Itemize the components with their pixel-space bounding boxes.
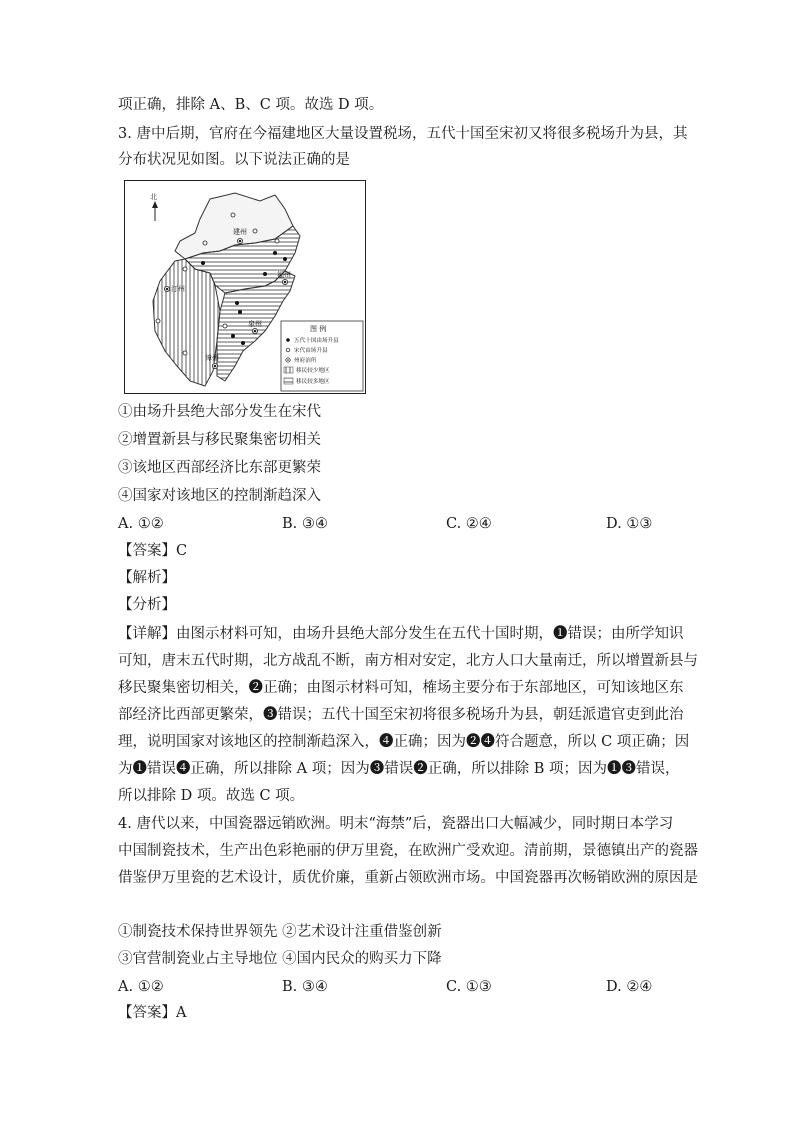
western-region	[153, 259, 220, 386]
q3-option-c: C. ②④	[446, 516, 492, 532]
legend-item: 宋代由场升县	[294, 348, 328, 354]
map-svg	[125, 181, 365, 393]
detail-line: 移民聚集密切相关，❷正确；由图示材料可知，榷场主要分布于东部地区，可知该地区东	[118, 680, 684, 696]
q3-option-a: A. ①②	[118, 516, 164, 532]
detail-line: 理，说明国家对该地区的控制渐趋深入，❹正确；因为❷❹符合题意，所以 C 项正确；因	[118, 734, 690, 750]
city-label-jianzhou: 建州	[233, 228, 247, 236]
q3-answer	[118, 541, 187, 561]
fujian-map-figure	[124, 180, 366, 394]
q4-option-d: D. ②④	[606, 979, 653, 995]
map-legend	[281, 321, 363, 391]
question-3-stem-cont: 分布状况见如图。以下说法正确的是	[118, 152, 350, 168]
detail-line: 所以排除 D 项。故选 C 项。	[118, 788, 305, 804]
q3-statement: ②增置新县与移民聚集密切相关	[118, 432, 321, 448]
question-3-stem: 3. 唐中后期，官府在今福建地区大量设置税场，五代十国至宋初又将很多税场升为县，其	[118, 126, 688, 142]
question-4-stem-cont: 借鉴伊万里瓷的艺术设计，质优价廉，重新占领欧洲市场。中国瓷器再次畅销欧洲的原因是	[118, 870, 698, 886]
city-label-tingzhou: 汀州	[171, 285, 185, 293]
q3-statement: ①由场升县绝大部分发生在宋代	[118, 404, 321, 420]
legend-item: 移民较少地区	[296, 368, 330, 374]
q4-statements-row: ①制瓷技术保持世界领先 ②艺术设计注重借鉴创新	[118, 924, 442, 940]
answer-tag: 【答案】	[118, 543, 176, 559]
filled-dot-icon	[286, 338, 290, 342]
hollow-dot-icon	[286, 348, 290, 352]
legend-item: 五代十国由场升县	[294, 338, 339, 344]
detail-line: 为❶错误❹正确，所以排除 A 项；因为❸错误❷正确，所以排除 B 项；因为❶❸错误，	[118, 761, 680, 777]
q3-option-d: D. ①③	[606, 516, 653, 532]
detail-line: 可知，唐末五代时期，北方战乱不断，南方相对安定，北方人口大量南迁，所以增置新县与	[118, 653, 698, 669]
q4-option-c: C. ①③	[446, 979, 492, 995]
q3-option-b: B. ③④	[282, 516, 328, 532]
detail-line: 部经济比西部更繁荣，❸错误；五代十国至宋初将很多税场升为县，朝廷派遣官吏到此治	[118, 707, 684, 723]
analysis-tag: 【解析】	[118, 570, 176, 586]
legend-title: 图 例	[310, 325, 327, 333]
q4-option-a: A. ①②	[118, 979, 164, 995]
fenxi-tag: 【分析】	[118, 597, 176, 613]
answer-value: C	[176, 543, 188, 559]
question-4-stem: 4. 唐代以来，中国瓷器远销欧洲。明末“海禁”后，瓷器出口大幅减少，同时期日本学习	[118, 816, 674, 832]
q4-answer	[118, 1003, 186, 1023]
q3-statement: ③该地区西部经济比东部更繁荣	[118, 460, 321, 476]
detail-line	[118, 624, 684, 644]
city-label-zhangzhou: 漳州	[205, 354, 219, 362]
city-label-fuzhou: 福州	[277, 271, 291, 279]
detail-tag: 【详解】	[118, 626, 176, 642]
answer-value: A	[176, 1005, 187, 1021]
legend-item: 州府治所	[294, 358, 317, 364]
north-label: 北	[150, 193, 157, 201]
legend-item: 移民较多地区	[296, 379, 330, 385]
detail-text: 由图示材料可知，由场升县绝大部分发生在五代十国时期，❶错误；由所学知识	[176, 626, 684, 642]
city-label-quanzhou: 泉州	[248, 320, 262, 328]
answer-tag: 【答案】	[118, 1005, 176, 1021]
q3-statement: ④国家对该地区的控制渐趋深入	[118, 488, 321, 504]
q4-statements-row: ③官营制瓷业占主导地位 ④国内民众的购买力下降	[118, 951, 442, 967]
vertical-hatch-swatch	[284, 367, 293, 373]
horizontal-hatch-swatch	[284, 378, 293, 384]
question-4-stem-cont: 中国制瓷技术，生产出色彩艳丽的伊万里瓷，在欧洲广受欢迎。清前期，景德镇出产的瓷器	[118, 843, 698, 859]
text-line: 项正确，排除 A、B、C 项。故选 D 项。	[118, 97, 384, 113]
q4-option-b: B. ③④	[282, 979, 328, 995]
